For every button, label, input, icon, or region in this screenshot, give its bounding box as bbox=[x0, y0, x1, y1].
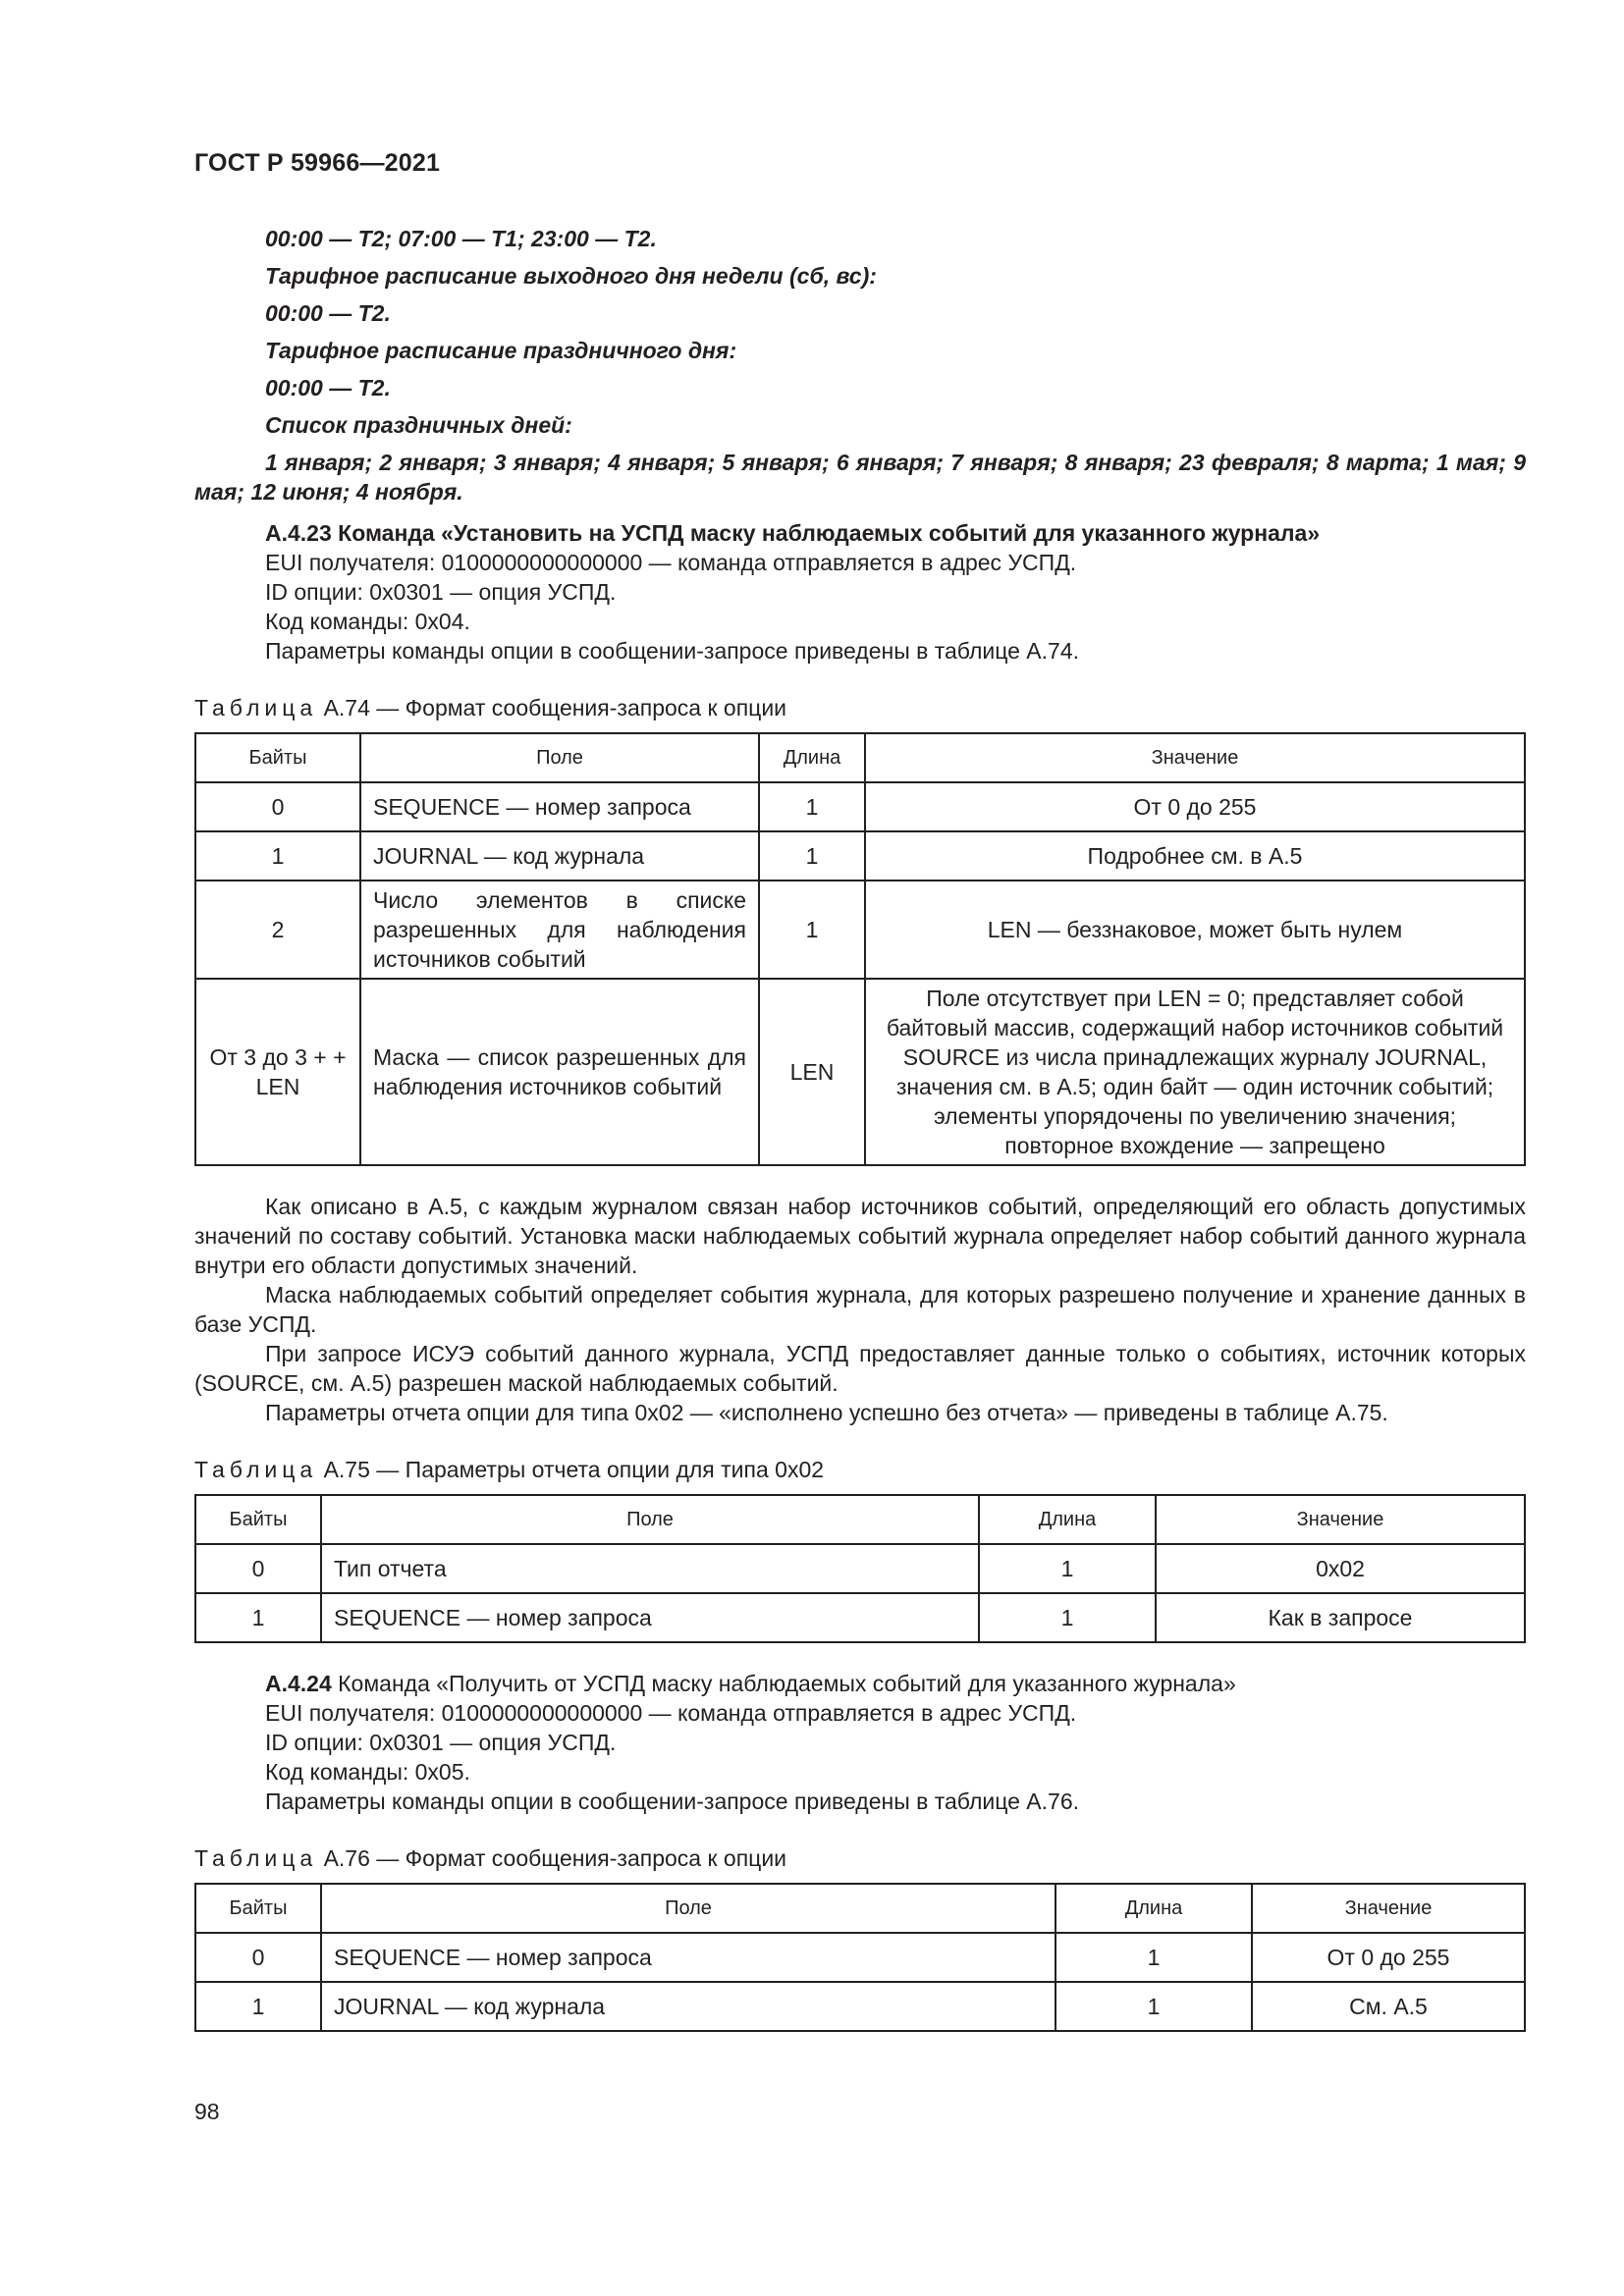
table74-cell: 1 bbox=[759, 881, 865, 979]
section-a424-title bbox=[194, 1669, 1526, 1698]
table75-caption bbox=[194, 1455, 1526, 1484]
table74-caption-text: А.74 — Формат сообщения-запроса к опции bbox=[323, 695, 787, 721]
table-row bbox=[195, 831, 1525, 881]
table74-cell: Поле отсутствует при LEN = 0; представляет собой байтовый массив, содержащий набор источников событий SOURCE из числа принадлежащих журналу JOURNAL, значения см. в А.5; один байт — один источник событий; элементы упорядочены по увеличению значения; повторное вхождение — запрещено bbox=[865, 979, 1525, 1165]
table76-caption-text: А.76 — Формат сообщения-запроса к опции bbox=[323, 1845, 787, 1871]
section-a423-command-code: Код команды: 0x04. bbox=[265, 609, 470, 634]
table74-caption-word: Таблица bbox=[194, 695, 318, 721]
section-a424-eui: EUI получателя: 0100000000000000 — команда отправляется в адрес УСПД. bbox=[265, 1700, 1077, 1726]
table74-cell: 0 bbox=[195, 782, 360, 831]
table75-caption-text: А.75 — Параметры отчета опции для типа 0x02 bbox=[323, 1457, 825, 1482]
table74 bbox=[194, 732, 1526, 1166]
table75-cell: 1 bbox=[195, 1593, 321, 1642]
table76 bbox=[194, 1883, 1526, 2032]
table74-cell: Число элементов в списке разрешенных для наблюдения источников событий bbox=[360, 881, 759, 979]
section-a423-title: А.4.23 Команда «Установить на УСПД маску наблюдаемых событий для указанного журнала» bbox=[265, 520, 1321, 546]
table74-cell: От 0 до 255 bbox=[865, 782, 1525, 831]
table74-header-row bbox=[195, 733, 1525, 782]
table75-header: Значение bbox=[1156, 1495, 1525, 1544]
table76-cell: SEQUENCE — номер запроса bbox=[321, 1933, 1056, 1982]
table-row bbox=[195, 979, 1525, 1165]
paragraph: Параметры отчета опции для типа 0x02 — «исполнено успешно без отчета» — приведены в таблице А.75. bbox=[265, 1400, 1388, 1425]
table75 bbox=[194, 1494, 1526, 1643]
table74-cell: Маска — список разрешенных для наблюдения источников событий bbox=[360, 979, 759, 1165]
tariff-line: Список праздничных дней: bbox=[265, 412, 572, 438]
table76-cell: 1 bbox=[195, 1982, 321, 2031]
table-row bbox=[195, 1593, 1525, 1642]
section-a424-number: А.4.24 bbox=[265, 1671, 332, 1696]
table76-header-row bbox=[195, 1884, 1525, 1933]
section-a423-eui: EUI получателя: 0100000000000000 — команда отправляется в адрес УСПД. bbox=[265, 550, 1077, 575]
document-header: ГОСТ Р 59966—2021 bbox=[194, 149, 441, 177]
table74-cell: 1 bbox=[759, 831, 865, 881]
table74-cell: 2 bbox=[195, 881, 360, 979]
table74-caption bbox=[194, 693, 1526, 722]
table75-cell: Тип отчета bbox=[321, 1544, 979, 1593]
table75-cell: 0 bbox=[195, 1544, 321, 1593]
table75-cell: SEQUENCE — номер запроса bbox=[321, 1593, 979, 1642]
table76-header: Значение bbox=[1252, 1884, 1525, 1933]
section-a424-params: Параметры команды опции в сообщении-запросе приведены в таблице А.76. bbox=[265, 1789, 1080, 1814]
table-row bbox=[195, 881, 1525, 979]
holiday-list: 1 января; 2 января; 3 января; 4 января; 5 января; 6 января; 7 января; 8 января; 23 февраля; 8 марта; 1 мая; 9 мая; 12 июня; 4 ноября. bbox=[194, 450, 1526, 505]
tariff-line: Тарифное расписание выходного дня недели (сб, вс): bbox=[265, 263, 877, 289]
page-content bbox=[194, 224, 1526, 2032]
table-row bbox=[195, 782, 1525, 831]
section-a423-option-id: ID опции: 0x0301 — опция УСПД. bbox=[265, 579, 617, 605]
tariff-line: 00:00 — Т2. bbox=[265, 375, 391, 400]
table-row bbox=[195, 1933, 1525, 1982]
table76-cell: См. А.5 bbox=[1252, 1982, 1525, 2031]
table74-cell: 1 bbox=[195, 831, 360, 881]
table74-header: Длина bbox=[759, 733, 865, 782]
table75-header: Длина bbox=[979, 1495, 1156, 1544]
section-a423-params: Параметры команды опции в сообщении-запросе приведены в таблице А.74. bbox=[265, 638, 1080, 664]
table74-cell: LEN — беззнаковое, может быть нулем bbox=[865, 881, 1525, 979]
paragraph: Как описано в А.5, с каждым журналом связан набор источников событий, определяющий его область допустимых значений по составу событий. Установка маски наблюдаемых событий журнала определяет набор событий данного журнала внутри его области допустимых значений. bbox=[194, 1194, 1526, 1278]
page-number: 98 bbox=[194, 2099, 220, 2124]
table74-cell: 1 bbox=[759, 782, 865, 831]
table-row bbox=[195, 1982, 1525, 2031]
table74-header: Значение bbox=[865, 733, 1525, 782]
table74-cell: SEQUENCE — номер запроса bbox=[360, 782, 759, 831]
table75-header: Байты bbox=[195, 1495, 321, 1544]
table74-header: Поле bbox=[360, 733, 759, 782]
paragraph: При запросе ИСУЭ событий данного журнала, УСПД предоставляет данные только о событиях, источник которых (SOURCE, см. А.5) разрешен маской наблюдаемых событий. bbox=[194, 1341, 1526, 1396]
table-row bbox=[195, 1544, 1525, 1593]
paragraph: Маска наблюдаемых событий определяет события журнала, для которых разрешено получение и хранение данных в базе УСПД. bbox=[194, 1282, 1526, 1337]
table74-cell: LEN bbox=[759, 979, 865, 1165]
table74-cell: От 3 до 3 + + LEN bbox=[195, 979, 360, 1165]
table74-cell: Подробнее см. в А.5 bbox=[865, 831, 1525, 881]
table75-cell: Как в запросе bbox=[1156, 1593, 1525, 1642]
table74-cell: JOURNAL — код журнала bbox=[360, 831, 759, 881]
tariff-line: 00:00 — Т2; 07:00 — Т1; 23:00 — Т2. bbox=[265, 226, 657, 251]
table75-header-row bbox=[195, 1495, 1525, 1544]
table76-cell: 1 bbox=[1056, 1933, 1252, 1982]
table76-header: Байты bbox=[195, 1884, 321, 1933]
table75-header: Поле bbox=[321, 1495, 979, 1544]
table76-caption-word: Таблица bbox=[194, 1845, 318, 1871]
table76-cell: 1 bbox=[1056, 1982, 1252, 2031]
table75-cell: 1 bbox=[979, 1593, 1156, 1642]
table75-cell: 0x02 bbox=[1156, 1544, 1525, 1593]
tariff-line: 00:00 — Т2. bbox=[265, 300, 391, 326]
section-a424-option-id: ID опции: 0x0301 — опция УСПД. bbox=[265, 1730, 617, 1755]
section-a424-command-code: Код команды: 0x05. bbox=[265, 1759, 470, 1785]
section-a424-title-text: Команда «Получить от УСПД маску наблюдаемых событий для указанного журнала» bbox=[338, 1671, 1236, 1696]
table76-cell: От 0 до 255 bbox=[1252, 1933, 1525, 1982]
table76-header: Поле bbox=[321, 1884, 1056, 1933]
table76-cell: JOURNAL — код журнала bbox=[321, 1982, 1056, 2031]
table75-caption-word: Таблица bbox=[194, 1457, 318, 1482]
table74-header: Байты bbox=[195, 733, 360, 782]
tariff-line: Тарифное расписание праздничного дня: bbox=[265, 338, 737, 363]
table76-header: Длина bbox=[1056, 1884, 1252, 1933]
table76-cell: 0 bbox=[195, 1933, 321, 1982]
table75-cell: 1 bbox=[979, 1544, 1156, 1593]
table76-caption bbox=[194, 1843, 1526, 1873]
